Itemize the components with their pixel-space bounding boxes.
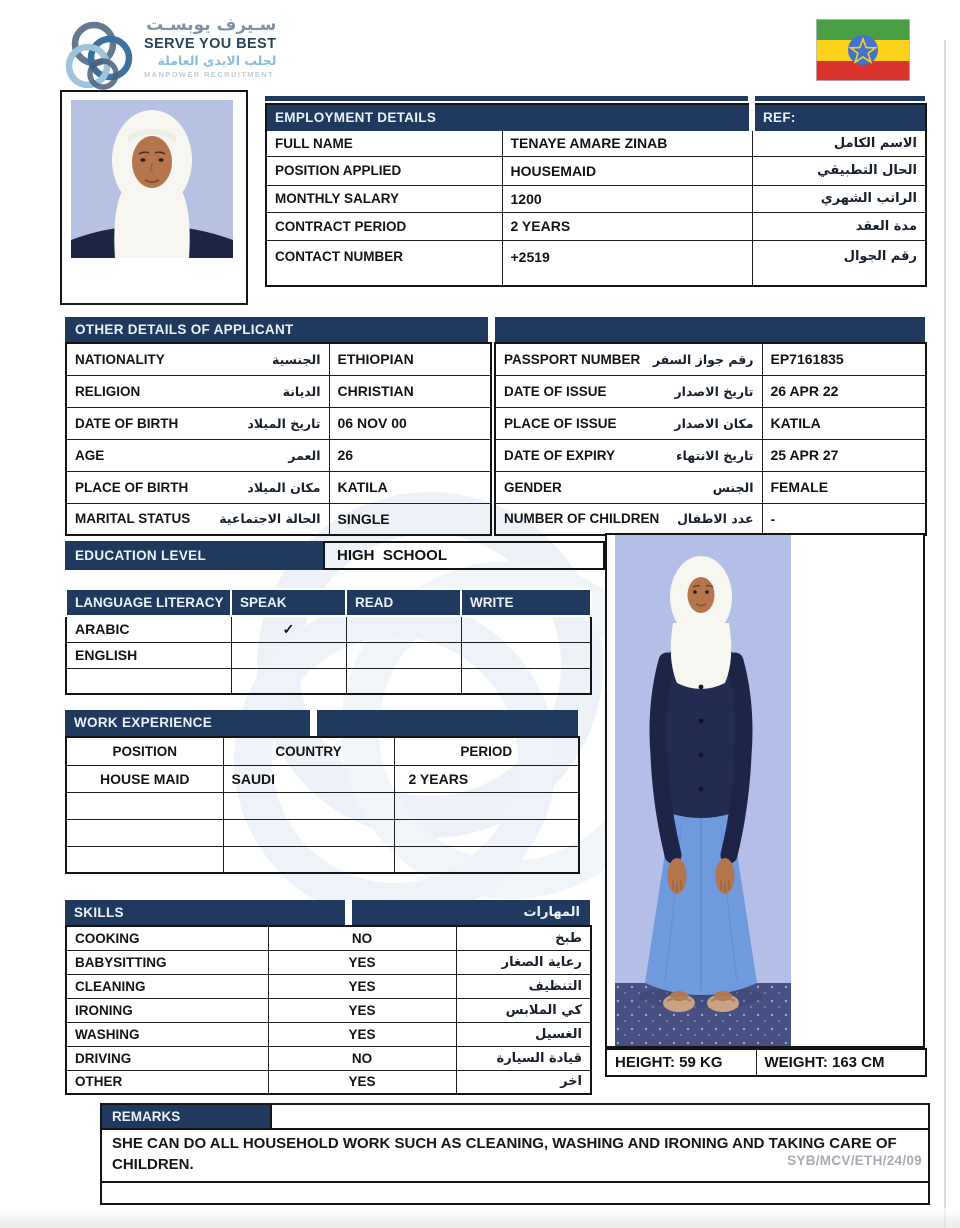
agency-tagline-arabic: لجلب الايدي العاملة bbox=[157, 52, 277, 68]
table-row bbox=[66, 616, 591, 642]
field-label: RELIGION bbox=[75, 383, 141, 399]
table-row bbox=[66, 439, 491, 471]
skill-label-arabic: قيادة السيارة bbox=[456, 1046, 591, 1070]
skill-value: YES bbox=[268, 998, 456, 1022]
work-experience-table bbox=[65, 736, 580, 874]
field-label: CONTACT NUMBER bbox=[266, 240, 502, 286]
field-label-cell bbox=[66, 375, 329, 407]
scan-edge-bottom bbox=[0, 1208, 960, 1228]
applicant-portrait-photo bbox=[60, 90, 248, 305]
skill-label-arabic: التنظيف bbox=[456, 974, 591, 998]
table-header-row bbox=[66, 737, 579, 765]
country-cell bbox=[223, 792, 394, 819]
field-value: TENAYE AMARE ZINAB bbox=[502, 130, 752, 156]
country-cell: SAUDI bbox=[223, 765, 394, 792]
field-label: GENDER bbox=[504, 479, 562, 495]
position-cell bbox=[66, 819, 223, 846]
field-label-arabic: الحالة الاجتماعية bbox=[219, 511, 321, 527]
table-row bbox=[66, 950, 591, 974]
table-row bbox=[66, 642, 591, 668]
write-cell bbox=[461, 642, 591, 668]
table-row bbox=[495, 471, 926, 503]
agency-knot-icon bbox=[56, 14, 140, 100]
reference-code: SYB/MCV/ETH/24/09 bbox=[787, 1153, 922, 1168]
column-header: SPEAK bbox=[231, 589, 346, 616]
work-experience-header: WORK EXPERIENCE bbox=[65, 710, 578, 736]
table-row bbox=[495, 407, 926, 439]
position-cell bbox=[66, 846, 223, 873]
field-label: FULL NAME bbox=[266, 130, 502, 156]
field-label-arabic: الديانة bbox=[282, 383, 321, 399]
column-header: READ bbox=[346, 589, 461, 616]
skill-value: YES bbox=[268, 1022, 456, 1046]
remarks-title: REMARKS bbox=[102, 1105, 272, 1128]
table-row bbox=[266, 185, 926, 212]
other-details-right-table bbox=[494, 342, 927, 536]
agency-tagline-english: MANPOWER RECRUITMENT bbox=[144, 70, 275, 80]
period-cell bbox=[394, 846, 579, 873]
field-value: SINGLE bbox=[329, 503, 491, 535]
field-label-cell bbox=[495, 375, 762, 407]
skill-value: YES bbox=[268, 1070, 456, 1094]
field-value: 25 APR 27 bbox=[762, 439, 926, 471]
field-value: ETHIOPIAN bbox=[329, 343, 491, 375]
ref-label: REF: bbox=[752, 104, 926, 130]
agency-name-english: SERVE YOU BEST bbox=[144, 35, 277, 52]
field-value: +2519 bbox=[502, 240, 752, 286]
skills-title: SKILLS bbox=[74, 905, 124, 920]
speak-checkmark: ✓ bbox=[231, 616, 346, 642]
skill-label: OTHER bbox=[66, 1070, 268, 1094]
column-header: COUNTRY bbox=[223, 737, 394, 765]
field-label-arabic: الجنس bbox=[712, 479, 754, 495]
field-label: NATIONALITY bbox=[75, 351, 165, 367]
language-name: ENGLISH bbox=[66, 642, 231, 668]
field-value: HOUSEMAID bbox=[502, 156, 752, 185]
table-row bbox=[66, 998, 591, 1022]
field-label-arabic: مدة العقد bbox=[752, 212, 926, 240]
table-header-row bbox=[266, 104, 926, 130]
speak-cell bbox=[231, 668, 346, 694]
field-label-arabic: مكان الاصدار bbox=[674, 415, 754, 431]
field-label: AGE bbox=[75, 447, 105, 463]
skill-value: YES bbox=[268, 950, 456, 974]
field-label-arabic: الحال التطبيقي bbox=[752, 156, 926, 185]
field-label: NUMBER OF CHILDREN bbox=[504, 511, 660, 527]
field-label: POSITION APPLIED bbox=[266, 156, 502, 185]
column-header: WRITE bbox=[461, 589, 591, 616]
field-value: FEMALE bbox=[762, 471, 926, 503]
skill-label: WASHING bbox=[66, 1022, 268, 1046]
language-name: ARABIC bbox=[66, 616, 231, 642]
write-cell bbox=[461, 616, 591, 642]
table-row bbox=[66, 926, 591, 950]
language-name bbox=[66, 668, 231, 694]
field-label-cell bbox=[495, 343, 762, 375]
read-cell bbox=[346, 642, 461, 668]
skill-label-arabic: رعاية الصغار bbox=[456, 950, 591, 974]
skill-label: COOKING bbox=[66, 926, 268, 950]
field-value: 06 NOV 00 bbox=[329, 407, 491, 439]
table-header-row bbox=[66, 589, 591, 616]
field-value: 26 bbox=[329, 439, 491, 471]
country-cell bbox=[223, 819, 394, 846]
language-literacy-table bbox=[65, 588, 592, 695]
table-row bbox=[66, 407, 491, 439]
field-label-cell bbox=[495, 471, 762, 503]
skill-value: YES bbox=[268, 974, 456, 998]
period-cell bbox=[394, 792, 579, 819]
field-label: DATE OF ISSUE bbox=[504, 383, 607, 399]
table-row bbox=[266, 212, 926, 240]
skill-label: IRONING bbox=[66, 998, 268, 1022]
table-row bbox=[66, 1070, 591, 1094]
position-cell: HOUSE MAID bbox=[66, 765, 223, 792]
field-label-cell bbox=[495, 439, 762, 471]
height-value: HEIGHT: 59 KG bbox=[606, 1049, 756, 1076]
field-label: CONTRACT PERIOD bbox=[266, 212, 502, 240]
speak-cell bbox=[231, 642, 346, 668]
field-value: 26 APR 22 bbox=[762, 375, 926, 407]
write-cell bbox=[461, 668, 591, 694]
agency-logo bbox=[56, 14, 276, 100]
column-header: LANGUAGE LITERACY bbox=[66, 589, 231, 616]
period-cell bbox=[394, 819, 579, 846]
field-value: KATILA bbox=[762, 407, 926, 439]
field-label: PLACE OF BIRTH bbox=[75, 479, 189, 495]
table-row bbox=[66, 1046, 591, 1070]
field-label-cell bbox=[66, 471, 329, 503]
weight-value: WEIGHT: 163 CM bbox=[756, 1049, 926, 1076]
agency-name-arabic: سـيرف يوبسـت bbox=[146, 15, 277, 35]
field-label-cell bbox=[66, 407, 329, 439]
table-row bbox=[266, 156, 926, 185]
table-row bbox=[495, 343, 926, 375]
table-row bbox=[66, 792, 579, 819]
table-row bbox=[66, 765, 579, 792]
remarks-header-row bbox=[102, 1105, 928, 1128]
field-label-cell bbox=[495, 503, 762, 535]
table-row bbox=[66, 1022, 591, 1046]
skill-label-arabic: طبخ bbox=[456, 926, 591, 950]
skill-label-arabic: الغسيل bbox=[456, 1022, 591, 1046]
field-label: MARITAL STATUS bbox=[75, 511, 191, 527]
table-row bbox=[66, 974, 591, 998]
field-label-cell bbox=[66, 439, 329, 471]
skill-label: DRIVING bbox=[66, 1046, 268, 1070]
portrait-image bbox=[71, 100, 233, 258]
education-level-value: HIGH SCHOOL bbox=[323, 541, 605, 570]
skill-value: NO bbox=[268, 926, 456, 950]
field-label-arabic: تاريخ الانتهاء bbox=[676, 447, 754, 463]
field-label-arabic: الاسم الكامل bbox=[752, 130, 926, 156]
table-row bbox=[495, 439, 926, 471]
field-label-arabic: تاريخ الميلاد bbox=[247, 415, 321, 431]
agency-logo-text bbox=[144, 14, 276, 80]
body-metrics-table bbox=[605, 1048, 927, 1077]
ethiopia-flag-icon bbox=[816, 19, 910, 81]
fullbody-image bbox=[615, 535, 791, 1046]
table-row bbox=[66, 343, 491, 375]
table-row bbox=[495, 375, 926, 407]
field-label-arabic: عدد الاطفال bbox=[677, 511, 754, 527]
field-value: 2 YEARS bbox=[502, 212, 752, 240]
employment-table-top-border bbox=[265, 96, 925, 101]
field-label: PLACE OF ISSUE bbox=[504, 415, 617, 431]
field-value: - bbox=[762, 503, 926, 535]
column-header: PERIOD bbox=[394, 737, 579, 765]
field-label-arabic: مكان الميلاد bbox=[247, 479, 321, 495]
table-row bbox=[66, 503, 491, 535]
read-cell bbox=[346, 616, 461, 642]
remarks-text: SHE CAN DO ALL HOUSEHOLD WORK SUCH AS CLEANING, WASHING AND IRONING AND TAKING CARE OF CHILDREN. bbox=[102, 1128, 928, 1181]
column-header: POSITION bbox=[66, 737, 223, 765]
read-cell bbox=[346, 668, 461, 694]
field-label-arabic: تاريخ الاصدار bbox=[674, 383, 754, 399]
remarks-empty-row bbox=[102, 1181, 928, 1203]
other-details-left-table bbox=[65, 342, 492, 536]
other-details-header: OTHER DETAILS OF APPLICANT bbox=[65, 317, 925, 342]
skill-label: CLEANING bbox=[66, 974, 268, 998]
table-row bbox=[66, 471, 491, 503]
field-value: 1200 bbox=[502, 185, 752, 212]
table-row bbox=[66, 819, 579, 846]
field-label-cell bbox=[495, 407, 762, 439]
field-label-arabic: الراتب الشهري bbox=[752, 185, 926, 212]
field-label-arabic: رقم الجوال bbox=[752, 240, 926, 286]
employment-details-title: EMPLOYMENT DETAILS bbox=[266, 104, 752, 130]
skills-table bbox=[65, 925, 592, 1095]
skill-label-arabic: كي الملابس bbox=[456, 998, 591, 1022]
field-label-cell bbox=[66, 343, 329, 375]
skill-label: BABYSITTING bbox=[66, 950, 268, 974]
table-row bbox=[495, 503, 926, 535]
period-cell: 2 YEARS bbox=[394, 765, 579, 792]
field-value: KATILA bbox=[329, 471, 491, 503]
field-label-arabic: العمر bbox=[288, 447, 321, 463]
field-label: MONTHLY SALARY bbox=[266, 185, 502, 212]
field-value: EP7161835 bbox=[762, 343, 926, 375]
field-label: PASSPORT NUMBER bbox=[504, 351, 641, 367]
skills-title-arabic: المهارات bbox=[523, 905, 580, 920]
table-row bbox=[606, 1049, 926, 1076]
applicant-fullbody-photo bbox=[605, 533, 925, 1048]
field-label: DATE OF EXPIRY bbox=[504, 447, 616, 463]
table-row bbox=[266, 240, 926, 286]
skills-header bbox=[65, 900, 590, 925]
education-level-label: EDUCATION LEVEL bbox=[65, 541, 323, 570]
scan-edge-right bbox=[944, 40, 946, 1228]
country-cell bbox=[223, 846, 394, 873]
skill-label-arabic: اخر bbox=[456, 1070, 591, 1094]
field-label-arabic: رقم جواز السفر bbox=[652, 351, 754, 367]
field-value: CHRISTIAN bbox=[329, 375, 491, 407]
field-label-cell bbox=[66, 503, 329, 535]
field-label: DATE OF BIRTH bbox=[75, 415, 179, 431]
skill-value: NO bbox=[268, 1046, 456, 1070]
table-row bbox=[266, 130, 926, 156]
table-row bbox=[66, 846, 579, 873]
table-row bbox=[66, 668, 591, 694]
position-cell bbox=[66, 792, 223, 819]
table-row bbox=[66, 375, 491, 407]
field-label-arabic: الجنسية bbox=[272, 351, 321, 367]
employment-details-table bbox=[265, 103, 927, 287]
